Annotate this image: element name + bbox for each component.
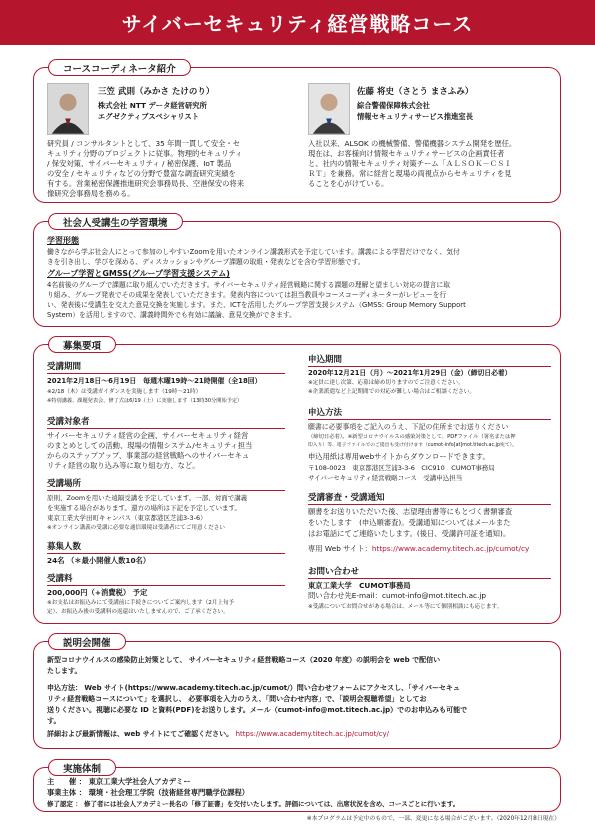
- page-banner: [0, 0, 595, 45]
- environment-tab: 社会人受講生の学習環境: [48, 213, 183, 230]
- environment-text-line: System）を活用しますので、講義時間外でも有効に議論、意見交換ができます。: [47, 311, 296, 319]
- bio-line: の安全 / セキュリティなどの分野で豊富な調査研究実績を: [47, 169, 236, 178]
- screening-line: 願書をお送りいただいた後、志望理由書等にもとづく書類審査: [308, 507, 513, 516]
- contact-note: ※受講についてお問合せがある場合は、メール等にて個別相談にも応じます。: [308, 604, 503, 610]
- environment-text-line: り組み、グループ発表でその成果を発表していただきます。発表内容については担当教員やコースコーディネーターがレビューを行: [47, 291, 447, 299]
- target-heading: 受講対象者: [47, 415, 285, 429]
- method-line: 印入り）等、電子ファイルでのご提出も受け付けます（cumot-info[at]mot.titech.ac.jp宛て）。: [308, 443, 517, 448]
- screening-line: をいたします (申込順審査)。受講通知についてはメールまた: [308, 518, 511, 527]
- environment-text-line: 4名前後のグループで課題に取り組んでいただきます。サイバーセキュリティ経営戦略に関する課題の理解と望ましい対応の提言に取: [47, 281, 451, 289]
- method-line: （締切日必着）。※新型コロナウイルスの感染対策として、PDFファイル（署名または押: [308, 434, 516, 440]
- place-note: ※オンライン講義の受講に必要な通信環境は受講者にてご用意ください: [47, 525, 225, 531]
- apply-note: ※企業派遣など上記期間での対応が難しい場合はご相談ください。: [308, 389, 475, 395]
- bio-line: キュリティ分野のプロジェクトに従事。物理的セキュリティ: [47, 149, 243, 158]
- target-line: サイバーセキュリティ経営の企画、サイバーセキュリティ経営: [47, 431, 249, 440]
- method-line: 願書に必要事項をご記入のうえ、下記の住所までお送りください: [308, 423, 509, 431]
- method-heading: 申込方法: [308, 406, 551, 420]
- briefing-line: す。: [47, 717, 61, 725]
- web-site-row: [308, 544, 529, 554]
- period-main: 2021年2月18日～6月19日 毎週木曜19時～21時開催（全18回）: [47, 377, 262, 385]
- organization-row-operator: 事業主体 ： 環境・社会理工学院（技術経営専門職学位課程）: [47, 788, 250, 797]
- environment-text-line: 働きながら学ぶ社会人にとって参加のしやすいZoomを用いたオンライン講義形式を予定しています。講義による学習だけでなく、気付: [47, 248, 460, 256]
- place-line: を実施する場合があります。還方の場所は下記を予定しています。: [47, 504, 241, 512]
- bio-line: ＲＴ」を兼務。常に経営と現場の両視点からセキュリティを見: [308, 169, 512, 178]
- coordinator-left-affiliation2: エグゼクティブスペシャリスト: [98, 112, 199, 121]
- capacity-heading: 募集人数: [47, 540, 285, 554]
- bio-line: / 保安対策、サイバーセキュリティ / 秘密保護、IoT 製品: [47, 159, 232, 168]
- briefing-line: 申込方法： Web サイト(https://www.academy.titech.ac.jp/cumot/）問い合わせフォームにアクセスし、「サイバーセキュ: [47, 684, 460, 692]
- environment-heading-style: 学習形態: [47, 236, 79, 245]
- method-line: 申込用紙は専用webサイトからダウンロードできます。: [308, 452, 490, 461]
- coordinator-right-photo: [308, 83, 350, 135]
- fee-note: ※お支払はお振込みにて受講前に手続きについてご案内します（2月上旬予: [47, 600, 235, 606]
- coordinator-left-photo: [47, 83, 89, 135]
- place-line: 東京工業大学田町キャンパス（東京都港区芝浦3-3-6）: [47, 514, 207, 522]
- organization-row-host: 主 催 ： 東京工業大学社会人アカデミー: [47, 777, 191, 786]
- coordinators-tab: コースコーディネータ紹介: [48, 59, 191, 76]
- contact-email[interactable]: 問い合わせ先E-mail：cumot-info@mot.titech.ac.jp: [308, 591, 487, 600]
- bio-line: 現在は、お客様向け情報セキュリティサービスの企画責任者: [308, 149, 505, 158]
- period-heading: 受講期間: [47, 360, 285, 374]
- bio-line: ることを心がけている。: [308, 179, 389, 188]
- page-title: サイバーセキュリティ経営戦略コース: [121, 12, 474, 36]
- briefing-detail-link[interactable]: https://www.academy.titech.ac.jp/cumot/cy/: [235, 730, 390, 738]
- apply-note: ※定員に達し次第、応募は締め切りますのでご注意ください。: [308, 380, 464, 386]
- briefing-detail: [47, 729, 389, 739]
- coordinator-left-name: 三笠 武則（みかさ たけのり）: [98, 87, 215, 97]
- coordinator-right-name: 佐藤 将史（さとう まさふみ）: [357, 87, 474, 97]
- fee-value: 200,000円（+消費税） 予定: [47, 588, 148, 597]
- coordinator-left-affiliation1: 株式会社 NTT データ経営研究所: [98, 101, 207, 110]
- bio-line: 研究員 / コンサルタントとして、35 年間一貫して安全・セ: [47, 139, 241, 148]
- period-note: ※2/18（木）は受講ガイダンスを実施します（19時～21時）: [47, 389, 202, 395]
- organization-row-certification: 修了認定 ： 修了者には社会人アカデミー長名の「修了証書」を交付いたします。評価については、出席状況を含め、コースごとに行います。: [47, 800, 460, 808]
- briefing-line: たします。: [47, 667, 82, 675]
- web-site-label: 専用 Web サイト：: [308, 544, 372, 553]
- bio-line: 像研究会事務局を務める。: [47, 189, 135, 198]
- apply-period: 2020年12月21日（月）～2021年1月29日（金）（締切日必着）: [308, 369, 512, 377]
- briefing-tab: 説明会開催: [48, 633, 126, 650]
- place-line: 原則、Zoomを用いた遠隔受講を予定しています。一部、対面で講義: [47, 494, 248, 502]
- method-line: サイバーセキュリティ経営戦略コース 受講申込担当: [308, 474, 463, 482]
- environment-heading-gmss: グループ学習とGMSS(グループ学習支援システム): [47, 269, 230, 278]
- footer-note: ※本プログラムは予定中のもので、一部、変更になる場合がございます。（2020年12月8日現在）: [306, 816, 560, 822]
- bio-line: と、社内の情報セキュリティ対策チーム「ＡＬＳＯＫ－ＣＳＩ: [308, 159, 512, 168]
- bio-line: 入社以来、ALSOK の機械警備、警備機器システム開発を歴任。: [308, 139, 517, 148]
- method-line: 〒108-0023 東京都港区芝浦3-3-6 CIC910 CUMOT事務局: [308, 464, 495, 472]
- fee-heading: 受講料: [47, 572, 285, 586]
- web-site-link[interactable]: https://www.academy.titech.ac.jp/cumot/cy: [371, 544, 530, 553]
- screening-heading: 受講審査・受講通知: [308, 491, 551, 505]
- contact-office: 東京工業大学 CUMOT事務局: [308, 581, 411, 590]
- briefing-detail-label: 詳細および最新情報は、web サイトにてご確認ください。: [47, 730, 234, 738]
- fee-note: 定）、お振込み後の受講料の返還はいたしませんので、ご了承ください。: [47, 609, 229, 615]
- place-heading: 受講場所: [47, 477, 285, 491]
- screening-line: はお電話にてご連絡いたします。(後日、受講許可証を通知)。: [308, 529, 511, 538]
- recruit-tab: 募集要項: [48, 336, 116, 353]
- coordinator-right-affiliation2: 情報セキュリティサービス推進室長: [357, 112, 474, 121]
- capacity-value: 24名 （＊最小開催人数10名）: [47, 556, 151, 565]
- contact-heading: お問い合わせ: [308, 565, 551, 579]
- briefing-line: 新型コロナウイルスの感染防止対策として、 サイバーセキュリティ経営戦略コース（2020 年度）の説明会を web で配信い: [47, 656, 441, 664]
- bio-line: 有する。営業秘密保護推進研究会事務局長、空港保安の将来: [47, 179, 245, 188]
- apply-heading: 申込期間: [308, 353, 551, 367]
- period-note: ※特別講義、課題発表会、修了式は6/19（土）に実施します（13時30分開始予定）: [47, 398, 243, 404]
- target-line: リティ経営の取り込み等に取り組む方、など。: [47, 461, 200, 470]
- briefing-line: 送りください。視聴に必要な ID と資料(PDF)をお送りします。メール（cumot-info@mot.titech.ac.jp）でのお申込みも可能で: [47, 706, 468, 714]
- target-line: のまとめとしての活動、現場の情報システム/セキュリティ担当: [47, 441, 253, 450]
- environment-text-line: きを引き出し、学びを深める、ディスカッションやグループ課題の取組・発表などを含む学習形態です。: [47, 258, 365, 266]
- target-line: からのステップアップ、事業部の経営戦略へのサイバーセキュ: [47, 451, 250, 460]
- coordinator-right-affiliation1: 綜合警備保障株式会社: [357, 101, 430, 110]
- environment-text-line: い、発表後に受講生を交えた意見交換を実施します。また、ICTを活用したグループ学習支援システム（GMSS: Group Memory Support: [47, 301, 466, 309]
- organization-tab: 実施体制: [48, 759, 116, 776]
- briefing-line: リティ経営戦略コースについて」を選択し、 必要事項を入力のうえ、「問い合わせ内容」で、「説明会視聴希望」としてお: [47, 695, 427, 703]
